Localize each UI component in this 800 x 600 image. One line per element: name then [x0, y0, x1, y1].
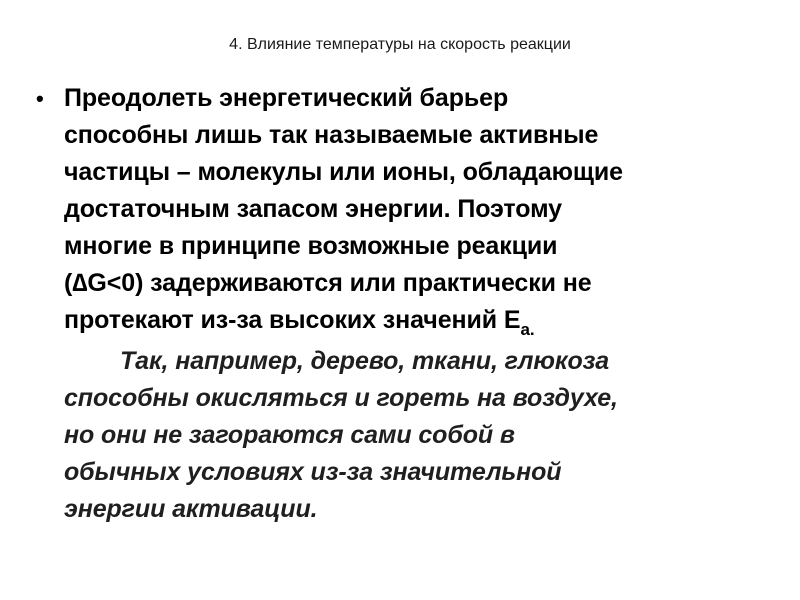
paragraph-line-text: протекают из-за высоких значений E	[64, 306, 521, 334]
paragraph-line: способны лишь так называемые активные	[64, 121, 599, 149]
example-line: способны окисляться и гореть на воздухе,	[64, 384, 618, 412]
example-line: обычных условиях из-за значительной	[64, 458, 562, 486]
paragraph-line: многие в принципе возможные реакции	[64, 232, 558, 260]
paragraph-line-last	[64, 302, 776, 341]
slide-title: 4. Влияние температуры на скорость реакции	[229, 36, 571, 53]
bullet-icon: •	[36, 86, 44, 111]
bullet-text	[64, 80, 776, 528]
subscript-a: a.	[520, 320, 535, 339]
example-line: Так, например, дерево, ткани, глюкоза	[120, 347, 610, 375]
paragraph-line: частицы – молекулы или ионы, обладающие	[64, 158, 623, 186]
bullet-item	[36, 80, 776, 528]
paragraph-line: достаточным запасом энергии. Поэтому	[64, 195, 562, 223]
example-line: но они не загораются сами собой в	[64, 421, 515, 449]
slide-content	[36, 80, 776, 528]
paragraph-line: Преодолеть энергетический барьер	[64, 84, 509, 112]
example-line: энергии активации.	[64, 495, 318, 523]
example-paragraph	[64, 343, 776, 528]
paragraph-line: (∆G<0) задерживаются или практически не	[64, 269, 592, 297]
